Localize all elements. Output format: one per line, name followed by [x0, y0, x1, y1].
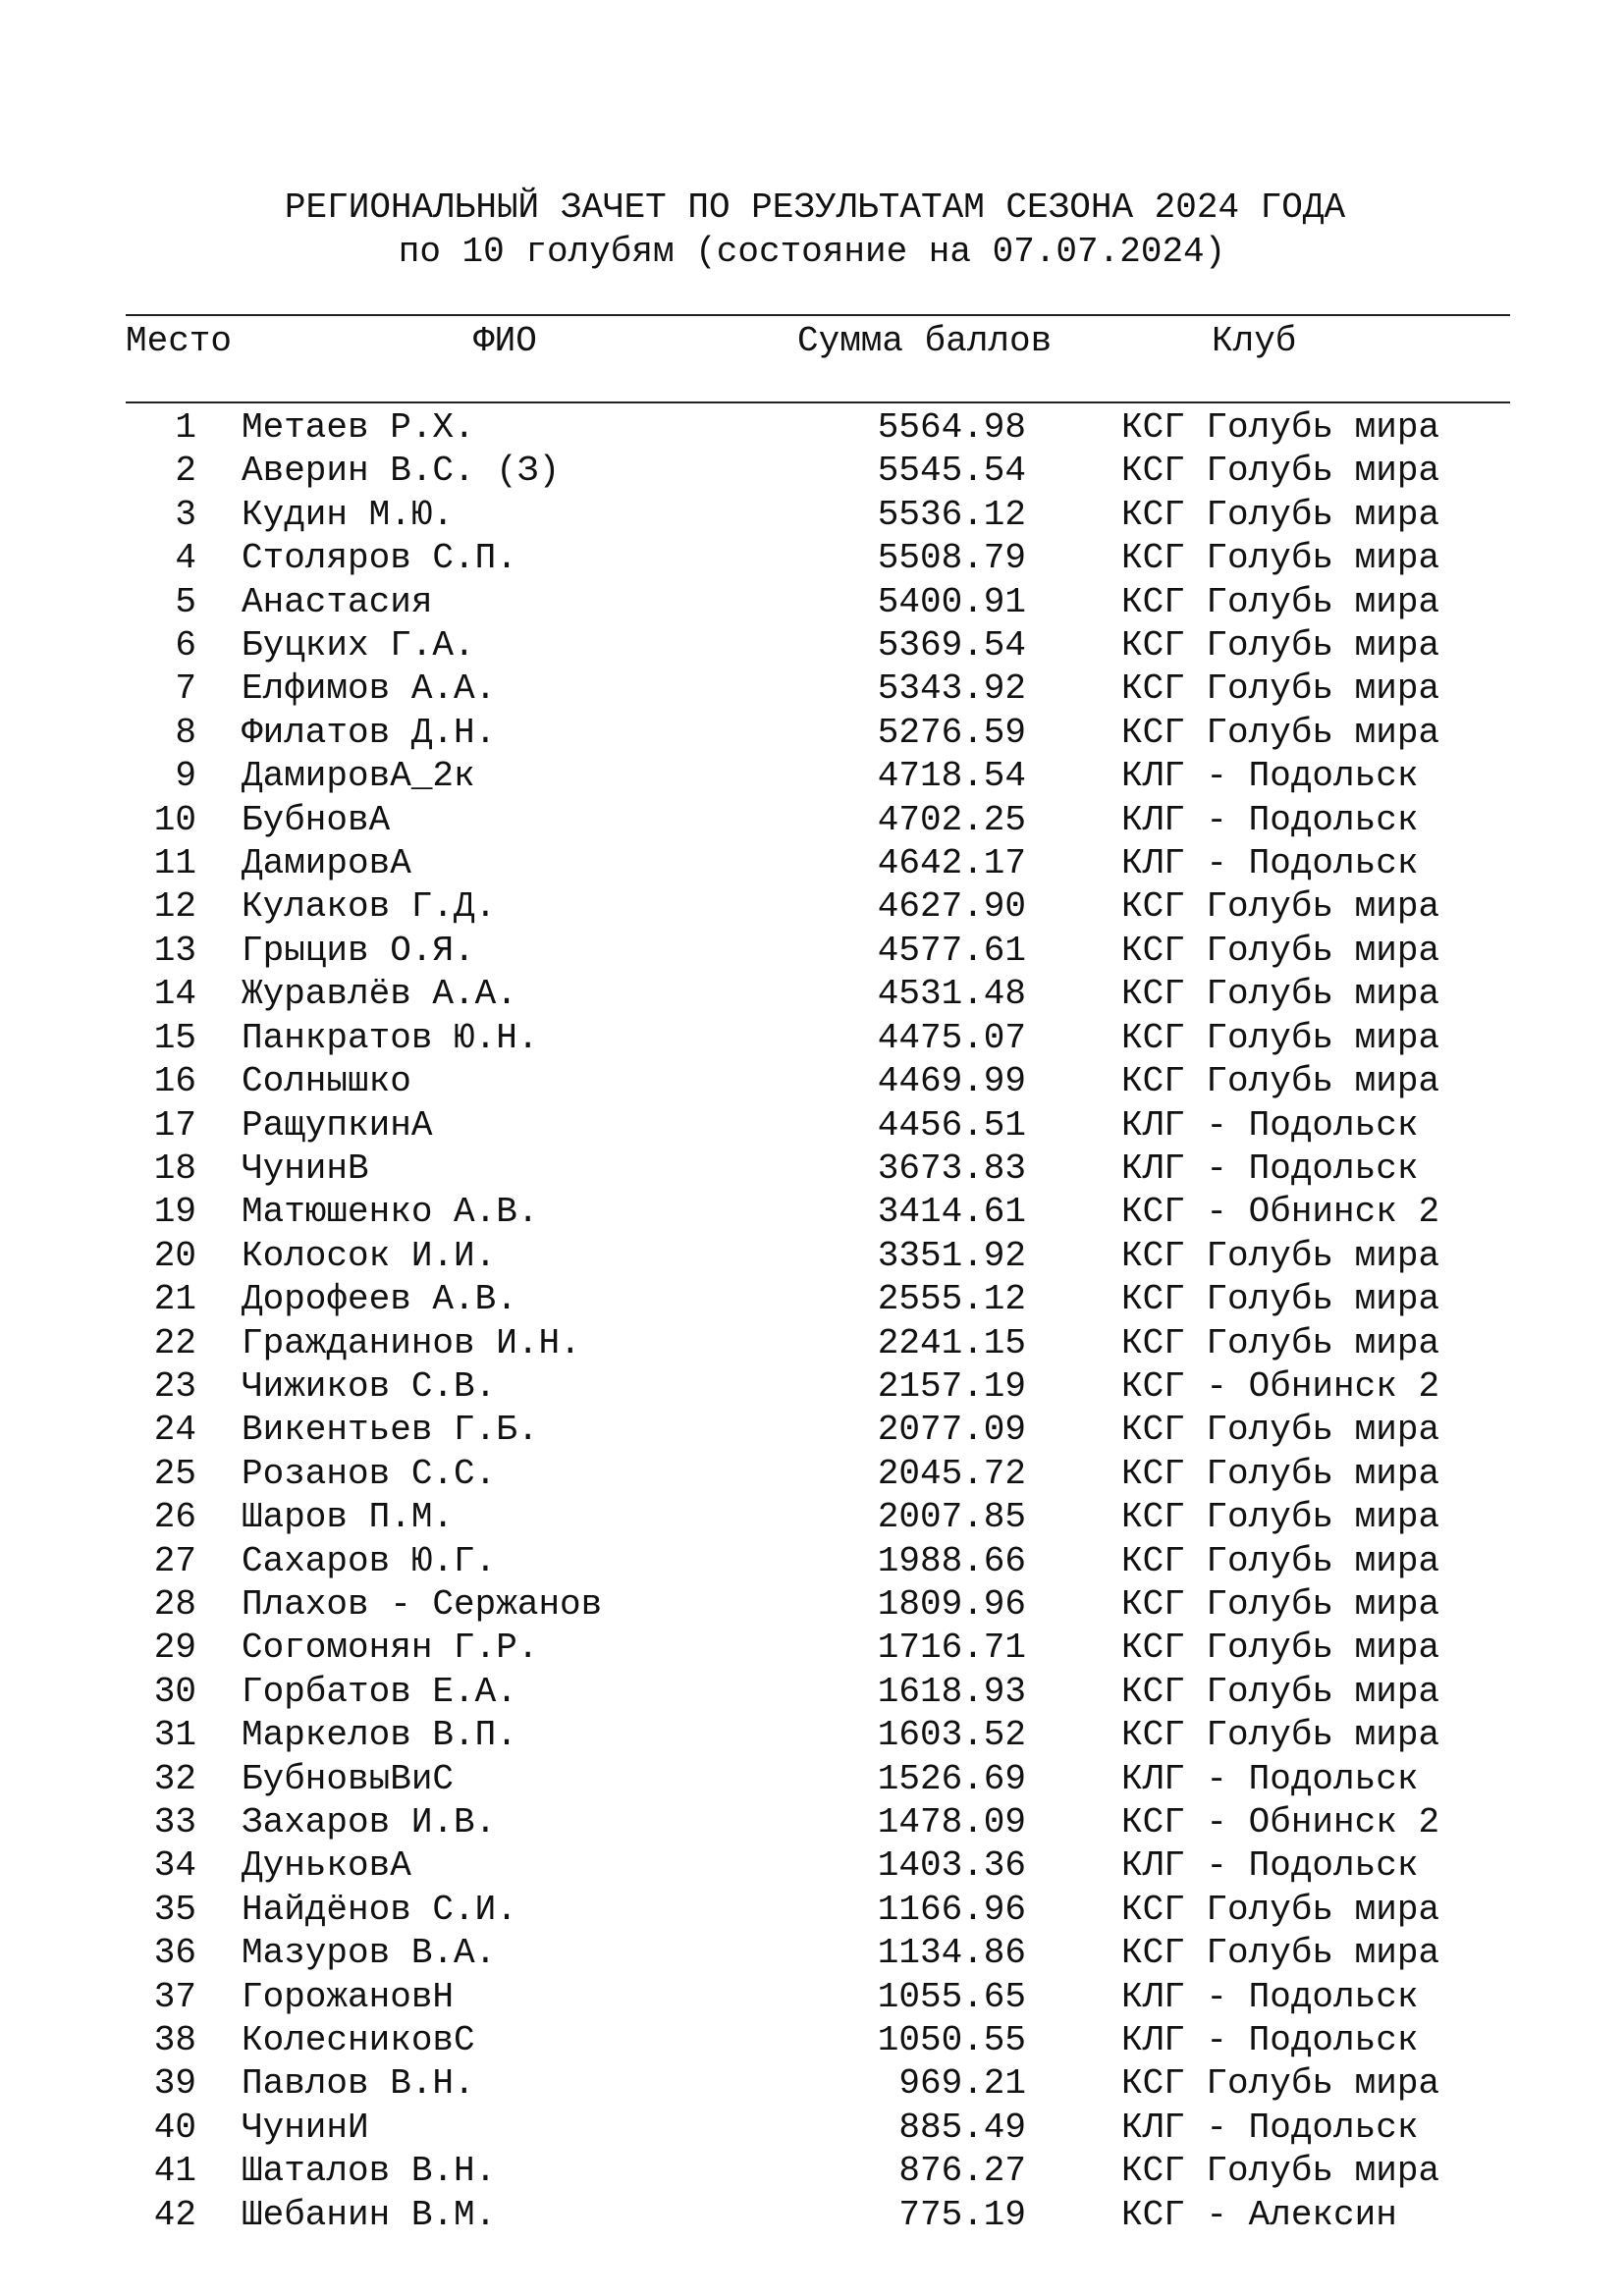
row-name: Викентьев Г.Б. — [242, 1410, 539, 1451]
row-club: КСГ Голубь мира — [1121, 625, 1440, 667]
row-place: 30 — [153, 1671, 196, 1712]
row-place: 11 — [153, 843, 196, 884]
row-score: 3673.83 — [877, 1148, 1026, 1189]
row-club: КЛГ - Подольск — [1121, 2107, 1419, 2148]
row-score: 4469.99 — [877, 1061, 1026, 1102]
table-row — [0, 1104, 1624, 1148]
row-score: 4718.54 — [877, 756, 1026, 797]
table-row — [0, 494, 1624, 537]
row-score: 5536.12 — [877, 494, 1026, 535]
row-score: 4531.48 — [877, 974, 1026, 1015]
row-place: 26 — [153, 1497, 196, 1538]
row-place: 18 — [153, 1148, 196, 1189]
row-club: КСГ Голубь мира — [1121, 1933, 1440, 1974]
table-row — [0, 450, 1624, 493]
row-club: КСГ Голубь мира — [1121, 1540, 1440, 1581]
row-club: КЛГ - Подольск — [1121, 2020, 1419, 2061]
row-place: 3 — [175, 494, 196, 535]
row-name: Буцких Г.А. — [242, 625, 475, 667]
row-score: 4642.17 — [877, 843, 1026, 884]
row-place: 19 — [153, 1192, 196, 1233]
row-name: ЧунинИ — [242, 2107, 369, 2148]
row-score: 2157.19 — [877, 1365, 1026, 1407]
row-name: РащупкинА — [242, 1104, 433, 1146]
row-club: КЛГ - Подольск — [1121, 1976, 1419, 2017]
table-row — [0, 2019, 1624, 2062]
row-place: 34 — [153, 1845, 196, 1887]
table-row — [0, 2194, 1624, 2237]
row-place: 16 — [153, 1061, 196, 1102]
row-club: КСГ Голубь мира — [1121, 2063, 1440, 2105]
table-row — [0, 1540, 1624, 1583]
table-row — [0, 2107, 1624, 2150]
row-name: Горбатов Е.А. — [242, 1671, 517, 1712]
row-club: КСГ Голубь мира — [1121, 451, 1440, 492]
row-place: 7 — [175, 668, 196, 710]
row-name: Плахов - Сержанов — [242, 1583, 603, 1625]
table-row — [0, 930, 1624, 973]
table-row — [0, 581, 1624, 624]
row-club: КСГ Голубь мира — [1121, 974, 1440, 1015]
row-name: БубновА — [242, 799, 391, 840]
table-row — [0, 1714, 1624, 1757]
column-header-club: Клуб — [1212, 321, 1297, 361]
table-row — [0, 1278, 1624, 1321]
row-name: Елфимов А.А. — [242, 668, 497, 710]
row-club: КСГ Голубь мира — [1121, 2151, 1440, 2192]
row-place: 40 — [153, 2107, 196, 2148]
row-club: КЛГ - Подольск — [1121, 756, 1419, 797]
table-row — [0, 1583, 1624, 1627]
row-score: 3414.61 — [877, 1192, 1026, 1233]
table-row — [0, 667, 1624, 711]
row-score: 4456.51 — [877, 1104, 1026, 1146]
row-club: КСГ - Алексин — [1121, 2194, 1397, 2235]
row-club: КЛГ - Подольск — [1121, 799, 1419, 840]
row-club: КСГ Голубь мира — [1121, 1453, 1440, 1494]
table-row — [0, 1365, 1624, 1409]
row-club: КСГ Голубь мира — [1121, 886, 1440, 928]
row-score: 3351.92 — [877, 1235, 1026, 1276]
row-name: Шаталов В.Н. — [242, 2151, 497, 2192]
row-place: 37 — [153, 1976, 196, 2017]
row-place: 25 — [153, 1453, 196, 1494]
row-place: 22 — [153, 1322, 196, 1363]
row-club: КСГ - Обнинск 2 — [1121, 1802, 1440, 1842]
table-row — [0, 1191, 1624, 1234]
row-place: 6 — [175, 625, 196, 667]
row-score: 1050.55 — [877, 2020, 1026, 2061]
row-name: Павлов В.Н. — [242, 2063, 475, 2105]
row-place: 28 — [153, 1583, 196, 1625]
row-place: 33 — [153, 1802, 196, 1842]
row-place: 2 — [175, 451, 196, 492]
row-name: ЧунинВ — [242, 1148, 369, 1189]
row-place: 39 — [153, 2063, 196, 2105]
row-club: КСГ Голубь мира — [1121, 1715, 1440, 1756]
row-club: КСГ Голубь мира — [1121, 1889, 1440, 1930]
row-name: ГорожановН — [242, 1976, 455, 2017]
row-place: 23 — [153, 1365, 196, 1407]
row-name: Сахаров Ю.Г. — [242, 1540, 497, 1581]
row-score: 5508.79 — [877, 538, 1026, 579]
row-place: 8 — [175, 712, 196, 753]
row-name: Аверин В.С. (З) — [242, 451, 561, 492]
table-row — [0, 1976, 1624, 2019]
row-name: Дорофеев А.В. — [242, 1279, 517, 1320]
row-club: КСГ Голубь мира — [1121, 1322, 1440, 1363]
row-club: КЛГ - Подольск — [1121, 843, 1419, 884]
row-name: Грыцив О.Я. — [242, 930, 475, 971]
row-club: КСГ Голубь мира — [1121, 581, 1440, 622]
row-place: 35 — [153, 1889, 196, 1930]
row-club: КСГ Голубь мира — [1121, 1279, 1440, 1320]
table-row — [0, 2062, 1624, 2106]
row-score: 969.21 — [898, 2063, 1026, 2105]
row-club: КСГ Голубь мира — [1121, 538, 1440, 579]
row-score: 5276.59 — [877, 712, 1026, 753]
row-name: Найдёнов С.И. — [242, 1889, 517, 1930]
table-row — [0, 1409, 1624, 1452]
table-row — [0, 885, 1624, 929]
row-name: Маркелов В.П. — [242, 1715, 517, 1756]
row-club: КСГ Голубь мира — [1121, 407, 1440, 448]
row-place: 17 — [153, 1104, 196, 1146]
table-row — [0, 1322, 1624, 1365]
row-club: КСГ Голубь мира — [1121, 1235, 1440, 1276]
row-name: Чижиков С.В. — [242, 1365, 497, 1407]
row-name: КолесниковС — [242, 2020, 475, 2061]
table-row — [0, 799, 1624, 842]
table-header-rule — [126, 401, 1510, 403]
row-club: КЛГ - Подольск — [1121, 1148, 1419, 1189]
row-name: Матюшенко А.В. — [242, 1192, 539, 1233]
row-name: Анастасия — [242, 581, 433, 622]
row-place: 38 — [153, 2020, 196, 2061]
row-name: Мазуров В.А. — [242, 1933, 497, 1974]
row-place: 10 — [153, 799, 196, 840]
row-club: КСГ Голубь мира — [1121, 712, 1440, 753]
row-club: КЛГ - Подольск — [1121, 1104, 1419, 1146]
table-row — [0, 1453, 1624, 1496]
row-club: КСГ - Обнинск 2 — [1121, 1192, 1440, 1233]
row-place: 9 — [175, 756, 196, 797]
row-name: Кулаков Г.Д. — [242, 886, 497, 928]
row-club: КЛГ - Подольск — [1121, 1845, 1419, 1887]
row-score: 1716.71 — [877, 1628, 1026, 1669]
table-row — [0, 1932, 1624, 1975]
table-row — [0, 755, 1624, 798]
row-name: Шаров П.М. — [242, 1497, 455, 1538]
row-score: 1988.66 — [877, 1540, 1026, 1581]
row-place: 13 — [153, 930, 196, 971]
row-score: 5564.98 — [877, 407, 1026, 448]
row-club: КСГ Голубь мира — [1121, 1017, 1440, 1058]
table-row — [0, 1235, 1624, 1278]
row-club: КЛГ - Подольск — [1121, 1758, 1419, 1799]
row-score: 775.19 — [898, 2194, 1026, 2235]
column-header-score: Сумма баллов — [797, 321, 1053, 361]
row-score: 1618.93 — [877, 1671, 1026, 1712]
row-score: 885.49 — [898, 2107, 1026, 2148]
row-club: КСГ Голубь мира — [1121, 1671, 1440, 1712]
row-name: Столяров С.П. — [242, 538, 517, 579]
row-place: 4 — [175, 538, 196, 579]
row-name: Филатов Д.Н. — [242, 712, 497, 753]
table-row — [0, 1844, 1624, 1888]
table-row — [0, 973, 1624, 1016]
row-score: 5369.54 — [877, 625, 1026, 667]
table-row — [0, 842, 1624, 885]
row-place: 15 — [153, 1017, 196, 1058]
results-table — [0, 406, 1624, 2237]
row-name: ДуньковА — [242, 1845, 411, 1887]
row-score: 1526.69 — [877, 1758, 1026, 1799]
page-subtitle: по 10 голубям (состояние на 07.07.2024) — [398, 232, 1226, 272]
row-club: КСГ Голубь мира — [1121, 930, 1440, 971]
row-name: БубновыВиС — [242, 1758, 455, 1799]
row-club: КСГ Голубь мира — [1121, 1061, 1440, 1102]
row-place: 14 — [153, 974, 196, 1015]
row-place: 41 — [153, 2151, 196, 2192]
row-club: КСГ Голубь мира — [1121, 1583, 1440, 1625]
row-score: 1134.86 — [877, 1933, 1026, 1974]
row-score: 5545.54 — [877, 451, 1026, 492]
row-place: 29 — [153, 1628, 196, 1669]
row-score: 4475.07 — [877, 1017, 1026, 1058]
row-name: Согомонян Г.Р. — [242, 1628, 539, 1669]
row-score: 1166.96 — [877, 1889, 1026, 1930]
row-name: Панкратов Ю.Н. — [242, 1017, 539, 1058]
row-club: КСГ Голубь мира — [1121, 1497, 1440, 1538]
table-row — [0, 1801, 1624, 1844]
row-name: Журавлёв А.А. — [242, 974, 517, 1015]
row-club: КСГ Голубь мира — [1121, 1628, 1440, 1669]
row-score: 2077.09 — [877, 1410, 1026, 1451]
row-place: 12 — [153, 886, 196, 928]
table-row — [0, 2150, 1624, 2193]
table-row — [0, 537, 1624, 580]
row-score: 1478.09 — [877, 1802, 1026, 1842]
column-header-name: ФИО — [473, 321, 537, 361]
table-top-rule — [126, 314, 1510, 316]
row-name: Розанов С.С. — [242, 1453, 497, 1494]
row-name: Захаров И.В. — [242, 1802, 497, 1842]
row-name: Метаев Р.Х. — [242, 407, 475, 448]
row-score: 1603.52 — [877, 1715, 1026, 1756]
table-row — [0, 1671, 1624, 1714]
row-place: 42 — [153, 2194, 196, 2235]
row-name: ДамировА_2к — [242, 756, 475, 797]
row-name: ДамировА — [242, 843, 411, 884]
row-score: 5400.91 — [877, 581, 1026, 622]
row-score: 1055.65 — [877, 1976, 1026, 2017]
table-row — [0, 1017, 1624, 1060]
row-score: 5343.92 — [877, 668, 1026, 710]
column-header-place: Место — [126, 321, 233, 361]
table-row — [0, 1758, 1624, 1801]
table-row — [0, 624, 1624, 667]
table-row — [0, 1627, 1624, 1670]
row-score: 4627.90 — [877, 886, 1026, 928]
row-name: Колосок И.И. — [242, 1235, 497, 1276]
row-name: Шебанин В.М. — [242, 2194, 497, 2235]
row-score: 2241.15 — [877, 1322, 1026, 1363]
row-score: 2007.85 — [877, 1497, 1026, 1538]
row-score: 4702.25 — [877, 799, 1026, 840]
row-place: 32 — [153, 1758, 196, 1799]
table-row — [0, 1496, 1624, 1539]
row-score: 4577.61 — [877, 930, 1026, 971]
row-place: 27 — [153, 1540, 196, 1581]
row-score: 2045.72 — [877, 1453, 1026, 1494]
table-row — [0, 712, 1624, 755]
row-place: 36 — [153, 1933, 196, 1974]
row-score: 876.27 — [898, 2151, 1026, 2192]
row-club: КСГ Голубь мира — [1121, 1410, 1440, 1451]
row-place: 21 — [153, 1279, 196, 1320]
table-row — [0, 406, 1624, 450]
row-place: 24 — [153, 1410, 196, 1451]
row-name: Солнышко — [242, 1061, 411, 1102]
row-score: 1403.36 — [877, 1845, 1026, 1887]
row-club: КСГ - Обнинск 2 — [1121, 1365, 1440, 1407]
table-row — [0, 1148, 1624, 1191]
table-row — [0, 1889, 1624, 1932]
row-score: 2555.12 — [877, 1279, 1026, 1320]
row-club: КСГ Голубь мира — [1121, 494, 1440, 535]
row-name: Гражданинов И.Н. — [242, 1322, 581, 1363]
row-place: 31 — [153, 1715, 196, 1756]
row-score: 1809.96 — [877, 1583, 1026, 1625]
row-place: 5 — [175, 581, 196, 622]
row-club: КСГ Голубь мира — [1121, 668, 1440, 710]
row-place: 20 — [153, 1235, 196, 1276]
page-title: РЕГИОНАЛЬНЫЙ ЗАЧЕТ ПО РЕЗУЛЬТАТАМ СЕЗОНА 2024 ГОДА — [284, 187, 1346, 228]
row-place: 1 — [175, 407, 196, 448]
table-row — [0, 1060, 1624, 1103]
row-name: Кудин М.Ю. — [242, 494, 455, 535]
